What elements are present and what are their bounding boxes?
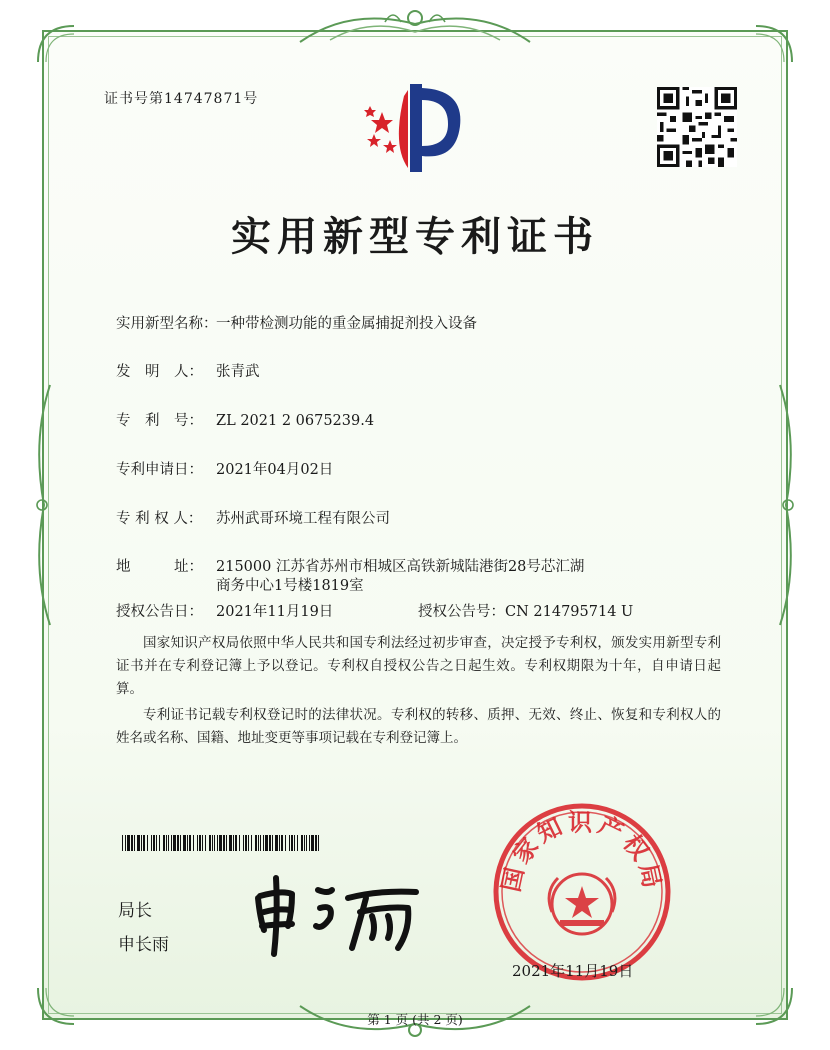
utility-model-name-label: 实用新型名称： — [116, 316, 218, 332]
left-floral-ornament — [30, 380, 58, 630]
director-signature-icon — [248, 868, 428, 958]
patent-number-label: 专 利 号： — [116, 413, 203, 429]
svg-text:国家知识产权局: 国家知识产权局 — [496, 808, 668, 895]
address-label: 地 址： — [116, 559, 203, 575]
seal-date: 2021年11月19日 — [512, 962, 634, 980]
filing-date-label: 专利申请日： — [116, 462, 203, 478]
inventor-row — [116, 360, 260, 381]
corner-ornament-top-left — [34, 22, 80, 68]
address-line-2: 商务中心1号楼1819室 — [216, 578, 364, 594]
filing-date-value: 2021年04月02日 — [216, 462, 334, 478]
inventor-label: 发 明 人： — [116, 364, 203, 380]
patentee-value: 苏州武哥环境工程有限公司 — [216, 511, 390, 527]
utility-model-name-value: 一种带检测功能的重金属捕捉剂投入设备 — [216, 316, 477, 332]
barcode-icon — [122, 835, 322, 851]
director-title: 局长 — [118, 901, 152, 921]
inventor-value: 张青武 — [216, 364, 260, 380]
patentee-row — [116, 507, 390, 528]
official-seal-icon — [490, 800, 674, 984]
grant-date-row — [116, 600, 333, 621]
patent-number-value: ZL 2021 2 0675239.4 — [216, 413, 375, 429]
publication-number-label: 授权公告号： — [418, 604, 505, 620]
cnipa-logo-icon — [352, 76, 472, 176]
right-floral-ornament — [772, 380, 800, 630]
certificate-number: 证书号第14747871号 — [104, 91, 259, 107]
qr-code-icon — [657, 87, 737, 167]
patent-number-row — [116, 409, 374, 430]
statement-paragraph-2: 专利证书记载专利权登记时的法律状况。专利权的转移、质押、无效、终止、恢复和专利权人的姓名或名称、国籍、地址变更等事项记载在专利登记簿上。 — [116, 707, 721, 746]
patentee-label: 专 利 权 人： — [116, 511, 203, 527]
utility-model-name-row — [116, 312, 477, 333]
address-row — [116, 555, 584, 576]
corner-ornament-top-right — [750, 22, 796, 68]
grant-date-label: 授权公告日： — [116, 604, 203, 620]
top-floral-ornament — [290, 2, 540, 48]
certificate-title: 实用新型专利证书 — [231, 214, 599, 260]
publication-number-row — [418, 600, 633, 621]
statement-paragraph-1: 国家知识产权局依照中华人民共和国专利法经过初步审查，决定授予专利权，颁发实用新型专利证书并在专利登记簿上予以登记。专利权自授权公告之日起生效。专利权期限为十年，自申请日起算。 — [116, 635, 721, 697]
address-line-1: 215000 江苏省苏州市相城区高铁新城陆港街28号芯汇湖 — [216, 559, 585, 575]
director-name: 申长雨 — [118, 935, 169, 955]
grant-date-value: 2021年11月19日 — [216, 604, 334, 620]
page-number: 第 1 页 (共 2 页) — [367, 1012, 463, 1027]
filing-date-row — [116, 458, 333, 479]
publication-number-value: CN 214795714 U — [505, 604, 634, 620]
